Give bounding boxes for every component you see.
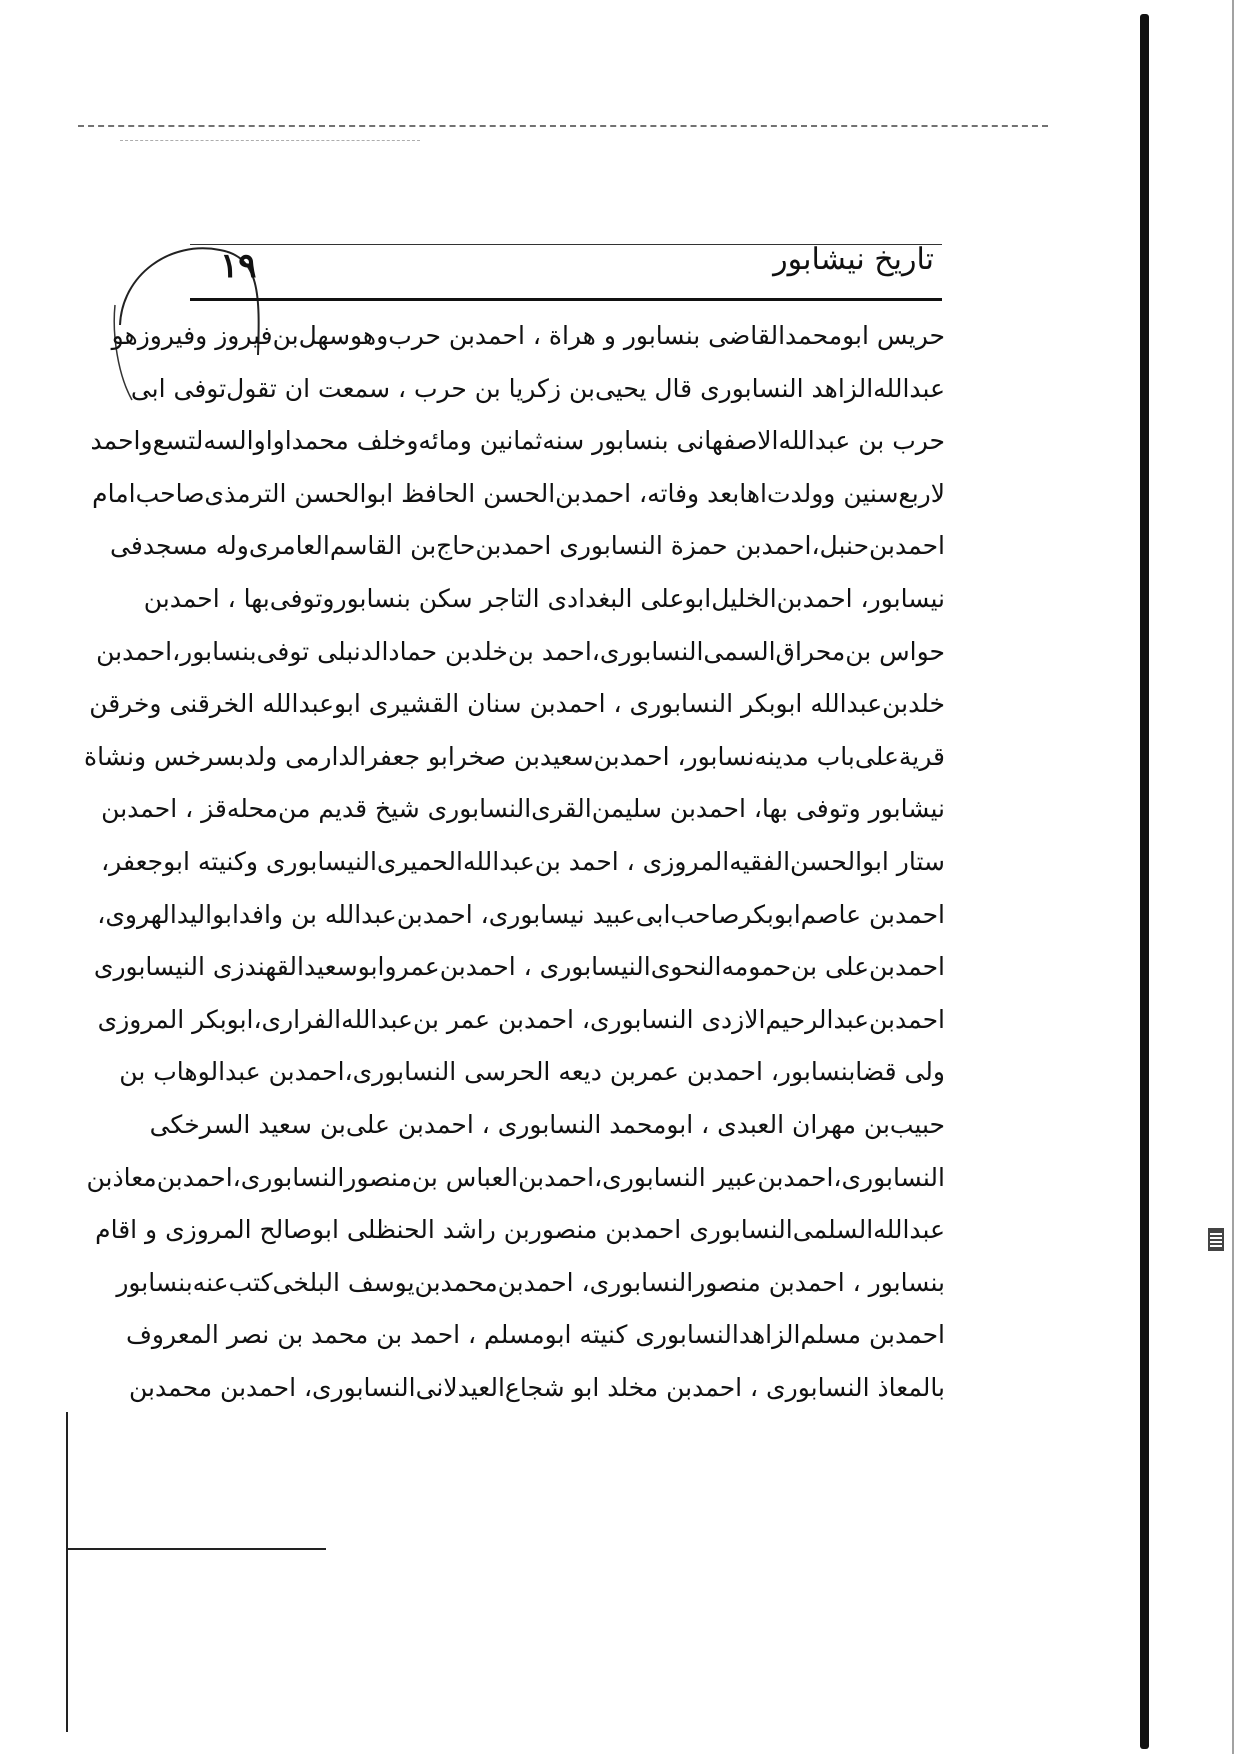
text-line: حبیب‌بن مهران العبدی ، ابومحمد النسابوری ، احمدبن علی‌بن سعید السرخکی (149, 1109, 945, 1139)
text-line: احمدبن مسلم‌الزاهدالنسابوری کنیته ابومسلم ، احمد بن محمد بن نصر المعروف (126, 1320, 945, 1350)
scan-artifact-bottom-line (66, 1548, 326, 1550)
text-line: لاربع‌سنین وولدت‌اهابعد وفاته، احمدبن‌الحسن الحافظ ابوالحسن الترمذی‌صاحب‌امام (92, 478, 945, 508)
scan-artifact-dashed-line-secondary (120, 140, 420, 141)
text-line: نیسابور، احمدبن‌الخلیل‌ابوعلی البغدادی التاجر سکن بنسابورو‌توفی‌بها ، احمدبن (143, 583, 945, 613)
text-line: احمدبن‌عبدالرحیم‌الازدی النسابوری، احمدبن عمر بن‌عبدالله‌الفراری،ابوبکر المروزی (97, 1004, 945, 1034)
text-line: ولی قضابنسابور، احمدبن عمربن دیعه الحرسی النسابوری،احمدبن عبدالوهاب بن (119, 1057, 945, 1087)
text-line: حرب بن عبدالله‌الاصفهانی بنسابور سنه‌ثمانین ومائه‌وخلف محمداواوالسه‌لتسع‌واحمد (90, 426, 945, 456)
binding-edge-shadow (1140, 14, 1149, 1749)
text-line: ستار ابوالحسن‌الفقیه‌المروزی ، احمد بن‌عبدالله‌الحمیری‌النیسابوری وکنیته ابوجعفر، (101, 846, 945, 876)
text-line: احمدبن‌علی بن‌حمومه‌النحوی‌النیسابوری ، احمدبن‌عمروابوسعیدالقهندزی النیسابوری (93, 952, 945, 982)
text-line: نیشابور وتوفی بها، احمدبن سلیمن‌القری‌النسابوری شیخ قدیم من‌محله‌قز ، احمدبن (101, 794, 945, 824)
page-number: ١٩ (220, 246, 257, 286)
body-text (84, 310, 945, 1414)
text-line: احمدبن عاصم‌ابوبکرصاحب‌ابی‌عبید نیسابوری، احمدبن‌عبدالله بن وافدابوالیدالهروی، (97, 899, 945, 929)
text-line: بنسابور ، احمدبن منصورالنسابوری، احمدبن‌محمدبن‌یوسف البلخی‌کتب‌عنه‌بنسابور (116, 1267, 945, 1297)
text-line: احمدبن‌حنبل،احمدبن حمزة النسابوری احمدبن‌حاج‌بن القاسم‌العامری‌وله مسجدفی (110, 531, 945, 561)
text-line: حریس ابومحمدالقاضی بنسابور و هراة ، احمدبن حرب‌وهوسهل‌بن‌فیروز وفیروزهو (111, 321, 945, 350)
page-edge-line (1232, 0, 1234, 1754)
text-line: عبدالله‌الزاهد النسابوری قال یحیی‌بن زکریا بن حرب ، سمعت ان تقول‌توفی ابی (130, 373, 945, 403)
text-line: بالمعاذ النسابوری ، احمدبن مخلد ابو شجاع‌العیدلانی‌النسابوری، احمدبن محمدبن (129, 1372, 945, 1402)
scan-artifact-side-mark (1208, 1228, 1224, 1251)
scan-artifact-left-line (66, 1412, 68, 1732)
text-line: عبدالله‌السلمی‌النسابوری احمدبن منصوربن راشد الحنظلی ابوصالح المروزی و اقام (95, 1215, 945, 1245)
text-line: النسابوری،احمدبن‌عبیر النسابوری،احمدبن‌العباس بن‌منصور‌النسابوری،احمدبن‌معاذبن (86, 1162, 945, 1192)
text-line: حواس بن‌محراق‌السمی‌النسابوری،احمد بن‌خلدبن حمادالدنبلی توفی‌بنسابور،احمدبن (96, 636, 945, 666)
scan-artifact-dashed-line (78, 125, 1048, 127)
running-title: تاریخ نیشابور (773, 242, 934, 277)
text-line: قریةعلی‌باب مدینه‌نسابور، احمدبن‌سعیدبن صخرابو جعفرالدارمی ولدبسرخس ونشاة (84, 741, 945, 771)
header-rule (190, 298, 942, 301)
text-line: خلدبن‌عبدالله ابوبکر النسابوری ، احمدبن سنان القشیری ابوعبدالله الخرقنی وخرقن (89, 689, 945, 719)
page-header (190, 236, 942, 296)
